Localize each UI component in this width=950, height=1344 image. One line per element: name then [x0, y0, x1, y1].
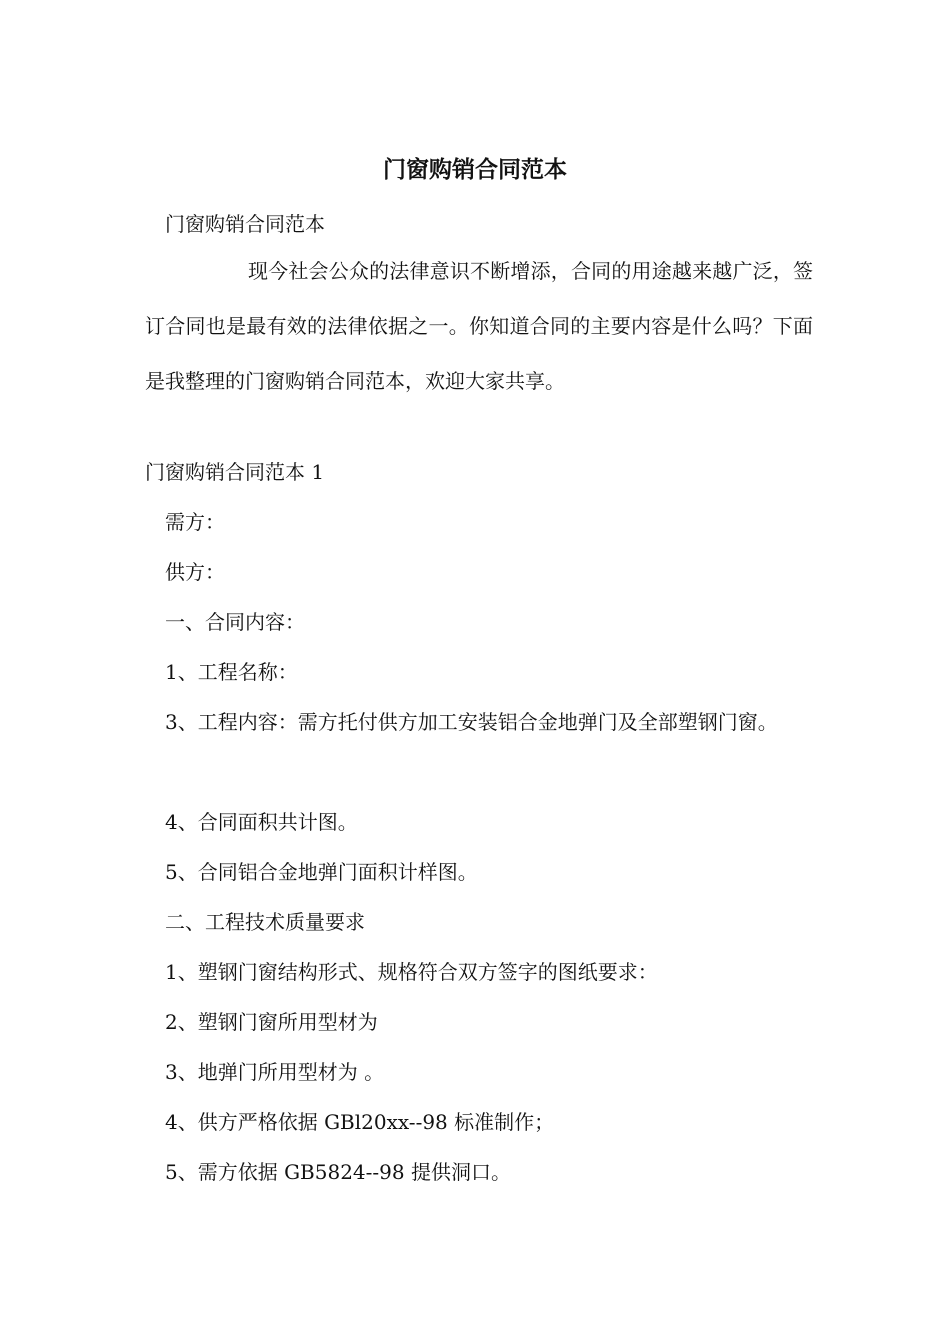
- section-heading: 门窗购销合同范本 1: [145, 460, 325, 484]
- standard-line: 4、供方严格依据 GBl20xx--98 标准制作；: [165, 1110, 555, 1134]
- contract-area-line: 4、合同面积共计图。: [165, 810, 358, 834]
- window-profile-line: 2、塑钢门窗所用型材为: [165, 1010, 378, 1034]
- document-subtitle: 门窗购销合同范本: [165, 212, 325, 236]
- document-title: 门窗购销合同范本: [383, 156, 567, 183]
- structure-spec-line: 1、塑钢门窗结构形式、规格符合双方签字的图纸要求：: [165, 960, 658, 984]
- project-name-line: 1、工程名称：: [165, 660, 298, 684]
- project-content-line: 3、工程内容：需方托付供方加工安装铝合金地弹门及全部塑钢门窗。: [165, 710, 778, 734]
- door-area-line: 5、合同铝合金地弹门面积计样图。: [165, 860, 478, 884]
- intro-paragraph: 现今社会公众的法律意识不断增添，合同的用途越来越广泛，签订合同也是最有效的法律依据之一。你知道合同的主要内容是什么吗？下面是我整理的门窗购销合同范本，欢迎大家共享。: [145, 259, 813, 393]
- supplier-line: 供方：: [165, 560, 225, 584]
- contract-content-heading: 一、合同内容：: [165, 610, 305, 634]
- buyer-line: 需方：: [165, 510, 225, 534]
- quality-requirements-heading: 二、工程技术质量要求: [165, 910, 365, 934]
- opening-line: 5、需方依据 GB5824--98 提供洞口。: [165, 1160, 511, 1184]
- door-profile-line: 3、地弹门所用型材为 。: [165, 1060, 385, 1084]
